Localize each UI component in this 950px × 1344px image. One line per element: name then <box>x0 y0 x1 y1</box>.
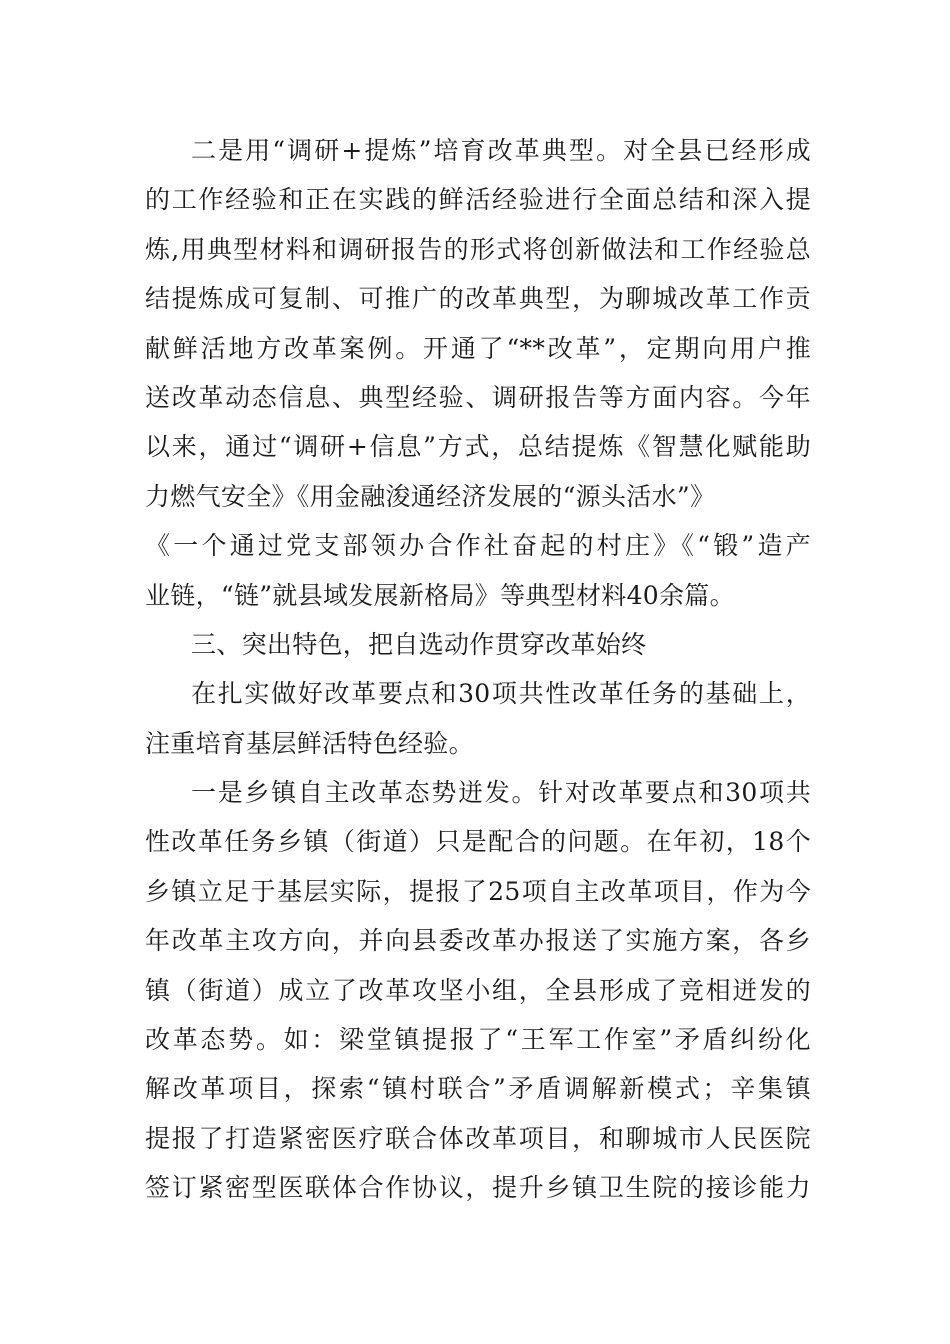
text-line: 年改革主攻方向，并向县委改革办报送了实施方案，各乡 <box>145 926 811 956</box>
section-heading-three <box>145 620 811 669</box>
text-line: 改革态势。如：梁堂镇提报了“王军工作室”矛盾纠纷化 <box>145 1025 811 1055</box>
text-line: 的工作经验和正在实践的鲜活经验进行全面总结和深入提 <box>145 185 811 215</box>
paragraph-section-intro <box>145 669 811 768</box>
text-line: 炼,用典型材料和调研报告的形式将创新做法和工作经验总 <box>145 234 811 264</box>
text-line: 在扎实做好改革要点和30项共性改革任务的基础上， <box>191 679 811 709</box>
text-line: 解改革项目，探索“镇村联合”矛盾调解新模式；辛集镇 <box>145 1074 811 1104</box>
text-line: 签订紧密型医联体合作协议，提升乡镇卫生院的接诊能力 <box>145 1173 811 1203</box>
paragraph-typical-cases <box>145 126 811 620</box>
text-line: 以来，通过“调研+信息”方式，总结提炼《智慧化赋能助 <box>145 432 811 462</box>
text-line: 注重培育基层鲜活特色经验。 <box>145 728 474 758</box>
text-line: 力燃气安全》《用金融浚通经济发展的“源头活水”》 <box>145 481 716 511</box>
document-body <box>145 126 811 1213</box>
text-line: 献鲜活地方改革案例。开通了“**改革”，定期向用户推 <box>145 333 811 363</box>
text-line: 性改革任务乡镇（街道）只是配合的问题。在年初，18个 <box>145 827 811 857</box>
text-line: 提报了打造紧密医疗联合体改革项目，和聊城市人民医院 <box>145 1123 811 1153</box>
section-heading: 三、突出特色，把自选动作贯穿改革始终 <box>191 629 647 659</box>
text-line: 结提炼成可复制、可推广的改革典型，为聊城改革工作贡 <box>145 284 811 314</box>
paragraph-township-reform <box>145 768 811 1213</box>
text-line: 业链，“链”就县域发展新格局》等典型材料40余篇。 <box>145 580 735 610</box>
text-line: 一是乡镇自主改革态势迸发。针对改革要点和30项共 <box>191 778 811 808</box>
text-line: 镇（街道）成立了改革攻坚小组，全县形成了竞相迸发的 <box>145 975 811 1005</box>
text-line: 二是用“调研+提炼”培育改革典型。对全县已经形成 <box>191 136 811 165</box>
text-line: 《一个通过党支部领办合作社奋起的村庄》《“锻”造产 <box>145 531 811 561</box>
text-line: 乡镇立足于基层实际，提报了25项自主改革项目，作为今 <box>145 876 811 906</box>
text-line: 送改革动态信息、典型经验、调研报告等方面内容。今年 <box>145 382 811 412</box>
